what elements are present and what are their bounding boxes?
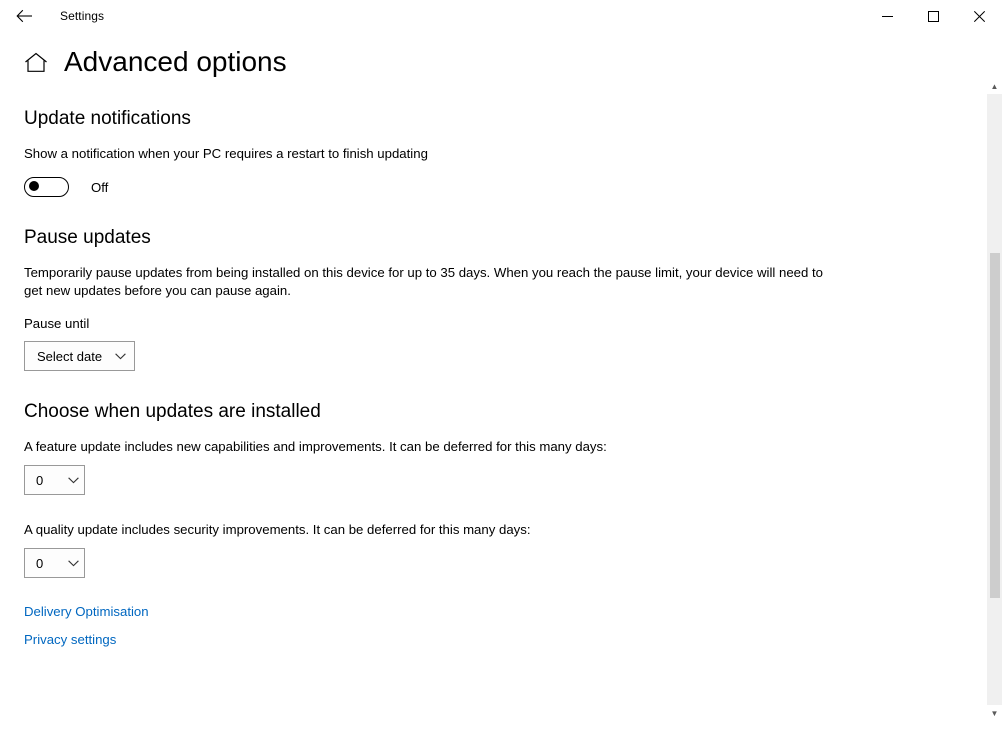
vertical-scrollbar[interactable] — [986, 78, 1002, 721]
back-arrow-icon — [16, 9, 33, 23]
section-heading-pause-updates: Pause updates — [24, 227, 151, 248]
maximize-icon — [928, 11, 939, 22]
scroll-down-button[interactable] — [987, 705, 1002, 721]
chevron-up-icon: ▲ — [990, 81, 999, 91]
restart-notification-toggle-row — [24, 177, 960, 197]
home-icon[interactable] — [22, 48, 50, 76]
page-title: Advanced options — [64, 46, 287, 77]
pause-until-value: Select date — [37, 348, 103, 364]
content-scroll-area — [0, 78, 1002, 721]
window-title: Settings — [60, 9, 105, 23]
feature-update-description: A feature update includes new capabilities and improvements. It can be deferred for this many days: — [24, 439, 607, 454]
page-header — [0, 32, 1002, 78]
title-bar — [0, 0, 1002, 32]
feature-update-defer-value: 0 — [36, 472, 44, 488]
quality-update-description: A quality update includes security improvements. It can be deferred for this many days: — [24, 522, 531, 537]
settings-content — [0, 106, 960, 677]
link-delivery-optimisation[interactable]: Delivery Optimisation — [24, 604, 149, 619]
feature-update-defer-dropdown[interactable] — [24, 465, 85, 495]
close-icon — [974, 11, 985, 22]
pause-updates-description: Temporarily pause updates from being installed on this device for up to 35 days. When you reach the pause limit, your device will need to get new updates before you can pause again. — [24, 265, 824, 298]
section-heading-update-notifications: Update notifications — [24, 108, 191, 129]
restart-notification-toggle-state: Off — [91, 179, 109, 195]
chevron-down-icon — [68, 560, 79, 567]
toggle-knob — [29, 181, 39, 191]
scrollbar-thumb[interactable] — [990, 253, 1000, 598]
quality-update-defer-value: 0 — [36, 555, 44, 571]
window-controls — [864, 0, 1002, 32]
scroll-up-button[interactable] — [987, 78, 1002, 94]
pause-until-label: Pause until — [24, 316, 90, 331]
quality-update-defer-dropdown[interactable] — [24, 548, 85, 578]
minimize-button[interactable] — [864, 0, 910, 32]
chevron-down-icon: ▼ — [990, 708, 999, 718]
pause-until-dropdown[interactable] — [24, 341, 135, 371]
back-button[interactable] — [0, 0, 48, 32]
chevron-down-icon — [68, 477, 79, 484]
minimize-icon — [882, 11, 893, 22]
chevron-down-icon — [115, 353, 126, 360]
link-privacy-settings[interactable]: Privacy settings — [24, 632, 117, 647]
section-heading-choose-when: Choose when updates are installed — [24, 401, 321, 422]
maximize-button[interactable] — [910, 0, 956, 32]
close-button[interactable] — [956, 0, 1002, 32]
update-notifications-description: Show a notification when your PC requires a restart to finish updating — [24, 146, 428, 161]
restart-notification-toggle[interactable] — [24, 177, 69, 197]
